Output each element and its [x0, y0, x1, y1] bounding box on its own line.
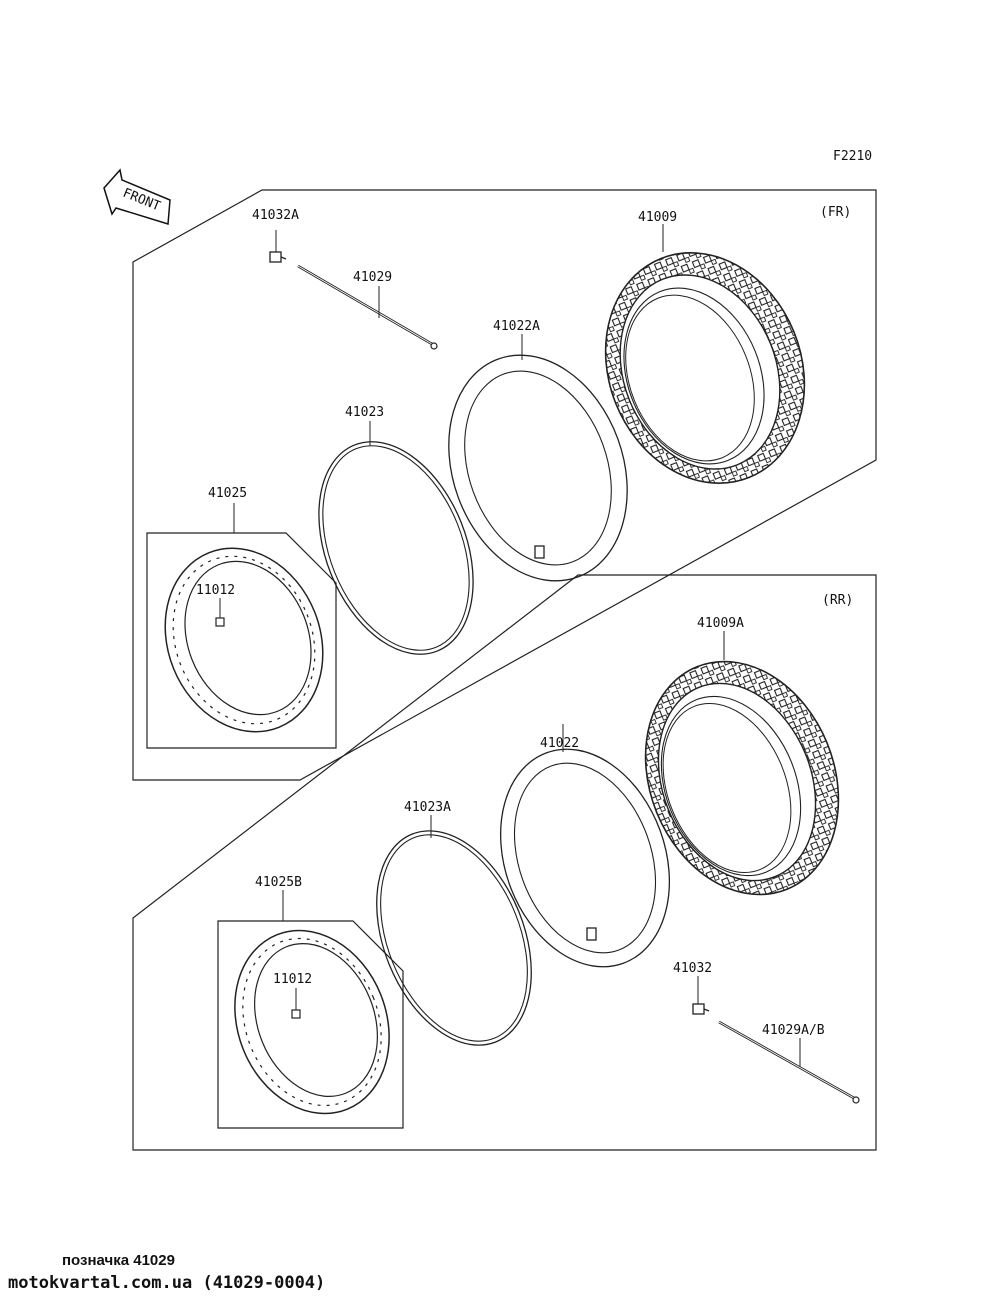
nipple-front [216, 598, 224, 626]
label-nipple-front: 11012 [196, 583, 236, 598]
front-label: FRONT [120, 185, 163, 215]
rim-rear-box [218, 921, 403, 1128]
nipple-rear [292, 988, 300, 1018]
label-tire-rear: 41009A [697, 616, 744, 631]
rim-front [138, 524, 349, 755]
rim-band-rear [347, 808, 561, 1068]
rim-front-box [147, 533, 336, 748]
label-spoke-front: 41029 [353, 270, 393, 285]
label-nipple-rear: 11012 [273, 972, 313, 987]
valve-cap-front [270, 230, 286, 262]
source-link[interactable]: motokvartal.com.ua (41029-0004) [8, 1273, 326, 1293]
valve-cap-rear [693, 976, 709, 1014]
figure-code: F2210 [833, 149, 873, 164]
tire-rear [612, 631, 873, 924]
label-rim-rear: 41025B [255, 875, 302, 890]
label-valve-cap-rear: 41032 [673, 961, 713, 976]
label-tire-front: 41009 [638, 210, 678, 225]
label-tube-rear: 41022 [540, 736, 580, 751]
label-spoke-rear: 41029A/B [762, 1023, 825, 1038]
label-rim-front: 41025 [208, 486, 248, 501]
label-rim-band-front: 41023 [345, 405, 385, 420]
front-arrow-icon [104, 170, 170, 224]
label-tube-front: 41022A [493, 319, 540, 334]
rim-rear [208, 907, 416, 1137]
label-rim-band-rear: 41023A [404, 800, 451, 815]
caption: позначка 41029 [62, 1252, 175, 1269]
rear-section-tag: (RR) [822, 593, 854, 608]
label-valve-cap-front: 41032A [252, 208, 299, 223]
tire-front [572, 223, 838, 514]
front-section-tag: (FR) [820, 205, 852, 220]
